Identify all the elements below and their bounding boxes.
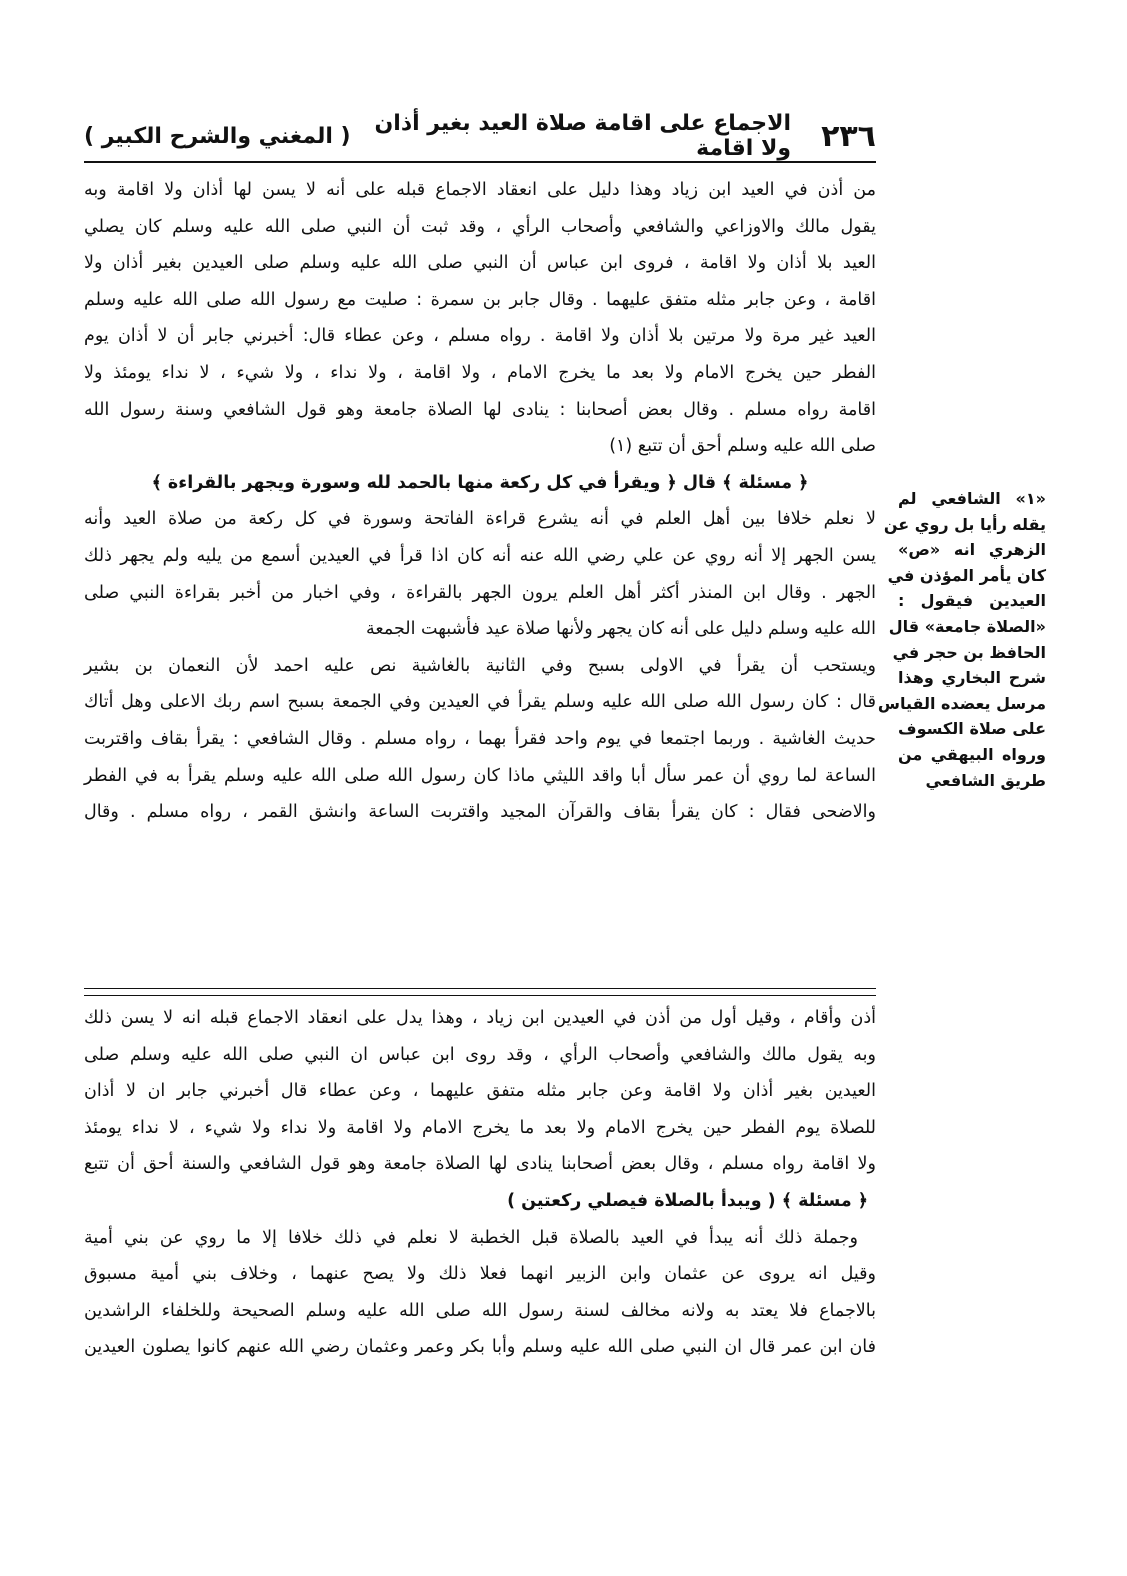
text-line: ويستحب أن يقرأ في الاولى بسبح وفي الثانية بالغاشية نص عليه احمد لأن النعمان بن بشير — [84, 655, 876, 676]
text-line: حديث الغاشية . وربما اجتمعا في يوم واحد فقرأ بهما ، رواه مسلم . وقال الشافعي : يقرأ بقاف واقتربت — [84, 728, 876, 749]
page-number: ٢٣٦ — [821, 118, 876, 154]
note-line: شرح البخاري وهذا — [898, 668, 1046, 688]
note-line: يقله رأيا بل روي عن — [883, 514, 1046, 534]
text-line: العيد بلا أذان ولا اقامة ، فروى ابن عباس أن النبي صلى الله عليه وسلم صلى العيدين بغير أذان ولا — [84, 253, 876, 274]
text-line: لا نعلم خلافا بين أهل العلم في أنه يشرع قراءة الفاتحة وسورة في كل ركعة من صلاة العيد وأنه — [84, 509, 876, 530]
note-line: الزهري انه «ص» — [898, 540, 1046, 560]
text-line: يقول مالك والاوزاعي والشافعي وأصحاب الرأي ، وقد ثبت أن النبي صلى الله عليه وسلم كان يصلي — [84, 216, 876, 237]
commentary-line: للصلاة يوم الفطر حين يخرج الامام ولا بعد ما يخرج الامام ولا اقامة ولا نداء ولا شيء ، لا نداء يومئذ — [84, 1117, 876, 1138]
commentary-line: بالاجماع فلا يعتد به ولانه مخالف لسنة رسول الله صلى الله عليه وسلم الصحيحة وللخلفاء الراشدين — [84, 1300, 876, 1321]
commentary-line: وجملة ذلك أنه يبدأ في العيد بالصلاة قبل الخطبة لا نعلم في ذلك خلافا إلا ما روي عن بني أمية — [84, 1227, 858, 1248]
text-line: الله عليه وسلم دليل على أنه كان يجهر ولأنها صلاة عيد فأشبهت الجمعة — [366, 619, 876, 640]
note-line: على صلاة الكسوف — [898, 719, 1046, 739]
text-line: من أذن في العيد ابن زياد وهذا دليل على انعقاد الاجماع قبله على أنه لا يسن لها أذان ولا اقامة وبه — [84, 180, 876, 200]
note-line: «الصلاة جامعة» قال — [888, 616, 1046, 636]
running-header — [84, 112, 876, 160]
note-line: ورواه البيهقي من — [898, 744, 1046, 764]
text-line: الفطر حين يخرج الامام ولا بعد ما يخرج الامام ، ولا اقامة ، ولا نداء ، ولا شيء ، لا نداء يومئذ ولا — [84, 362, 876, 383]
text-line: اقامة رواه مسلم . وقال بعض أصحابنا : ينادى لها الصلاة جامعة وهو قول الشافعي وسنة رسول الله — [84, 399, 876, 420]
note-line: مرسل يعضده القياس — [877, 693, 1046, 713]
note-line: الحافظ بن حجر في — [892, 642, 1046, 662]
text-line: الساعة لما روي أن عمر سأل أبا واقد الليثي ماذا كان رسول الله صلى الله عليه وسلم يقرأ به في الفطر — [84, 765, 876, 786]
commentary-line: ولا اقامة رواه مسلم ، وقال بعض أصحابنا ينادى لها الصلاة جامعة وهو قول الشافعي والسنة أحق أن تتبع — [84, 1154, 876, 1175]
commentary-line: العيدين بغير أذان ولا اقامة وعن جابر مثله متفق عليهما ، وعن عطاء قال أخبرني جابر ان لا أذان — [84, 1081, 876, 1102]
commentary-line: فان ابن عمر قال ان النبي صلى الله عليه وسلم وأبا بكر وعمر وعثمان رضي الله عنهم كانوا يصلون العيدين — [84, 1337, 876, 1358]
header-rule — [84, 161, 876, 163]
commentary-line: أذن وأقام ، وقيل أول من أذن في العيدين ابن زياد ، وهذا يدل على انعقاد الاجماع قبله انه لا يسن ذلك — [84, 1008, 876, 1028]
text-line: قال : كان رسول الله صلى الله عليه وسلم يقرأ في العيدين وفي الجمعة بسبح اسم ربك الاعلى وهل أتاك — [84, 692, 876, 713]
commentary-heading: ﴿ مسئلة ﴾ ( ويبدأ بالصلاة فيصلي ركعتين ) — [507, 1190, 868, 1211]
text-line: يسن الجهر إلا أنه روي عن علي رضي الله عنه أنه كان اذا قرأ في العيدين أسمع من يليه ولم يجهر ذلك — [84, 545, 876, 566]
note-line: طريق الشافعي — [925, 770, 1046, 790]
section-heading: ﴿ مسئلة ﴾ قال ﴿ ويقرأ في كل ركعة منها بالحمد لله وسورة ويجهر بالقراءة ﴾ — [151, 472, 809, 493]
text-line: العيد غير مرة ولا مرتين بلا أذان ولا اقامة . رواه مسلم ، وعن عطاء قال: أخبرني جابر أن لا أذان يوم — [84, 326, 876, 347]
note-line: «١» الشافعي لم — [898, 489, 1046, 508]
text-line: الجهر . وقال ابن المنذر أكثر أهل العلم يرون الجهر بالقراءة ، وفي اخبار من أخبر بقراءة النبي صلى — [84, 582, 876, 603]
text-line: والاضحى فقال : كان يقرأ بقاف والقرآن المجيد واقتربت الساعة وانشق القمر ، رواه مسلم . وقال — [84, 802, 876, 823]
running-title: الاجماع على اقامة صلاة العيد بغير أذان ولا اقامة — [374, 111, 792, 161]
text-line: اقامة ، وعن جابر مثله متفق عليهما . وقال جابر بن سمرة : صليت مع رسول الله صلى الله عليه وسلم — [84, 289, 876, 310]
main-text — [84, 172, 876, 831]
commentary-line: وقيل انه يروى عن عثمان وابن الزبير انهما فعلا ذلك ولا يصح عنهما ، وخلاف بني أمية مسبوق — [84, 1264, 876, 1285]
commentary-line: وبه يقول مالك والشافعي وأصحاب الرأي ، وقد روى ابن عباس ان النبي صلى الله عليه وسلم صلى — [84, 1044, 876, 1065]
commentary-separator — [84, 988, 876, 996]
text-line: صلى الله عليه وسلم أحق أن تتبع (١) — [609, 436, 876, 457]
note-line: العيدين فيقول : — [898, 591, 1046, 611]
book-title: ( المغني والشرح الكبير ) — [84, 123, 351, 149]
margin-footnote — [877, 486, 1046, 793]
commentary-text — [84, 1000, 876, 1366]
note-line: كان يأمر المؤذن في — [887, 565, 1046, 585]
